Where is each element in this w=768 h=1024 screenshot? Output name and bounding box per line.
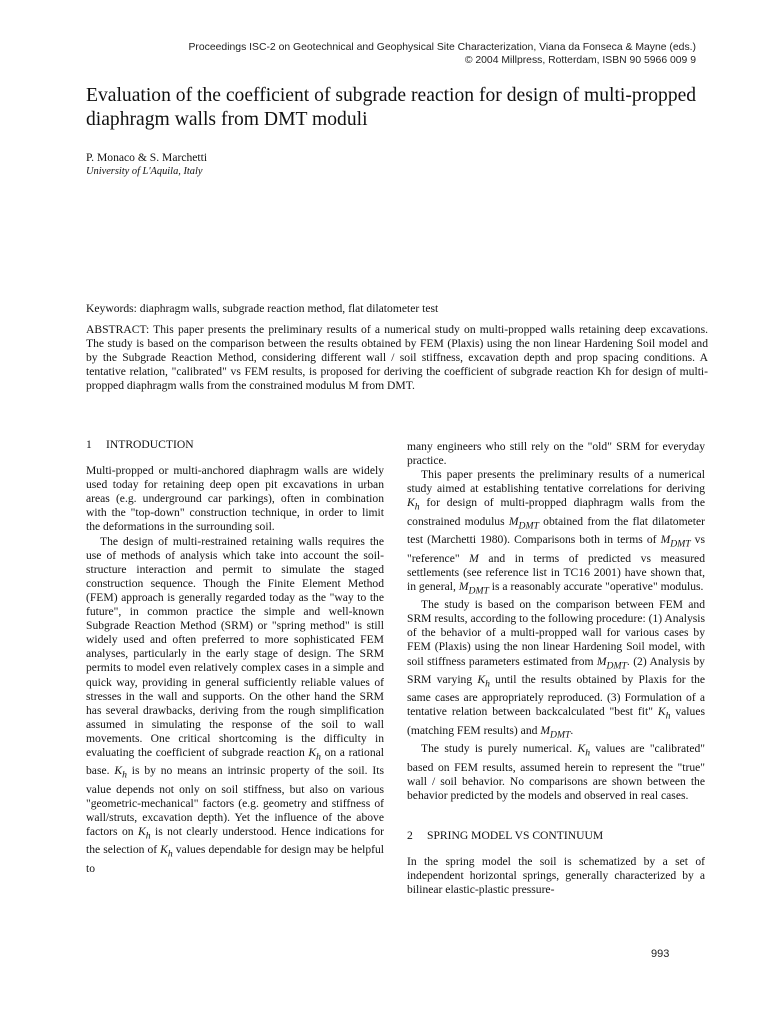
right-column <box>407 440 705 897</box>
section-2-title: SPRING MODEL VS CONTINUUM <box>427 828 604 842</box>
section-1-number: 1 <box>86 438 92 451</box>
section-2-heading <box>407 829 705 843</box>
section-2-paragraph-1: In the spring model the soil is schematized by a set of independent horizontal springs, generally characterized by a bilinear elastic-plastic pressure- <box>407 855 705 897</box>
intro-paragraph-1: Multi-propped or multi-anchored diaphragm walls are widely used today for retaining deep open pit excavations in urban areas (e.g. underground car parkings), often in combination with the "top-down" construction technique, in order to limit the deformations in the surrounding soil. <box>86 464 384 534</box>
section-2-number: 2 <box>407 828 413 842</box>
intro-paragraph-4: The study is based on the comparison between FEM and SRM results, according to the following procedure: (1) Analysis of the behavior of a multi-propped wall for various cases by FEM (Plaxis) using the non linear Hardening Soil model, with soil stiffness parameters estimated from $M_{DMT}$. (2) Analysis by SRM varying $K_h$ until the results obtained by Plaxis for the same cases are appropriately reproduced. (3) Formulation of a tentative relation between backcalculated "best fit" $K_h$ values (matching FEM results) and $M_{DMT}$. <box>407 598 706 741</box>
section-1-heading <box>86 438 384 452</box>
intro-paragraph-3: This paper presents the preliminary results of a numerical study aimed at establishing tentative correlations for deriving $K_h$ for design of multi-propped diaphragm walls from the constrained modulus $M_{DMT}$ obtained from the flat dilatometer test (Marchetti 1980). Comparisons both in terms of $M_{DMT}$ vs "reference" M and in terms of predicted vs measured settlements (see reference list in TC16 2001) have shown that, in general, $M_{DMT}$ is a reasonably accurate "operative" modulus. <box>407 468 705 597</box>
intro-paragraph-5: The study is purely numerical. $K_h$ values are "calibrated" based on FEM results, assumed herein to represent the "true" wall / soil behavior. No comparisons are shown between the behavior predicted by the models and observed in real cases. <box>407 742 705 802</box>
page-number: 993 <box>651 948 670 960</box>
left-column <box>86 438 384 876</box>
abstract: ABSTRACT: This paper presents the preliminary results of a numerical study on multi-propped walls retaining deep excavations. The study is based on the comparison between the results obtained by FEM (Plaxis) using the non linear Hardening Soil model and by the Subgrade Reaction Method, considering different wall / soil stiffness, excavation depth and prop spacing conditions. A tentative relation, "calibrated" vs FEM results, is proposed for deriving the coefficient of subgrade reaction Kh for design of multi-propped diaphragm walls from the constrained modulus M from DMT. <box>86 323 708 393</box>
affiliation: University of L'Aquila, Italy <box>86 166 203 177</box>
header-line-1: Proceedings ISC-2 on Geotechnical and Geophysical Site Characterization, Viana da Fonseca & Mayne (eds.) <box>188 42 696 53</box>
authors: P. Monaco & S. Marchetti <box>86 151 208 164</box>
intro-paragraph-2-continued: many engineers who still rely on the "old" SRM for everyday practice. <box>407 440 705 468</box>
section-1-title: INTRODUCTION <box>106 438 194 451</box>
keywords: Keywords: diaphragm walls, subgrade reaction method, flat dilatometer test <box>86 302 439 315</box>
header-line-2: © 2004 Millpress, Rotterdam, ISBN 90 5966 009 9 <box>464 55 696 66</box>
paper-title: Evaluation of the coefficient of subgrade reaction for design of multi-propped diaphragm walls from DMT moduli <box>86 85 697 130</box>
intro-paragraph-2: The design of multi-restrained retaining walls requires the use of methods of analysis which take into account the soil-structure interaction and permit to simulate the staged construction sequence. Though the Finite Element Method (FEM) approach is generally regarded today as the "way to the future", in common practice the simple and well-known Subgrade Reaction Method (SRM) or "spring method" is still widely used and often preferred to more sophisticated FEM analyses, particularly in the early stage of design. The SRM permits to model even relatively complex cases in a simple and quick way, providing in general sufficiently reliable values of stresses in the wall and supports. On the other hand the SRM has several drawbacks, deriving from the rough simplification assumed in simulating the response of the soil to wall movements. One critical shortcoming is the difficulty in evaluating the coefficient of subgrade reaction $K_h$ on a rational base. $K_h$ is by no means an intrinsic property of the soil. Its value depends not only on soil stiffness, but also on various "geometric-mechanical" factors (e.g. geometry and stiffness of wall/struts, excavation depth). Yet the influence of the above factors on $K_h$ is not clearly understood. Hence indications for the selection of $K_h$ values dependable for design may be helpful to <box>86 534 384 875</box>
proceedings-header <box>56 41 696 67</box>
